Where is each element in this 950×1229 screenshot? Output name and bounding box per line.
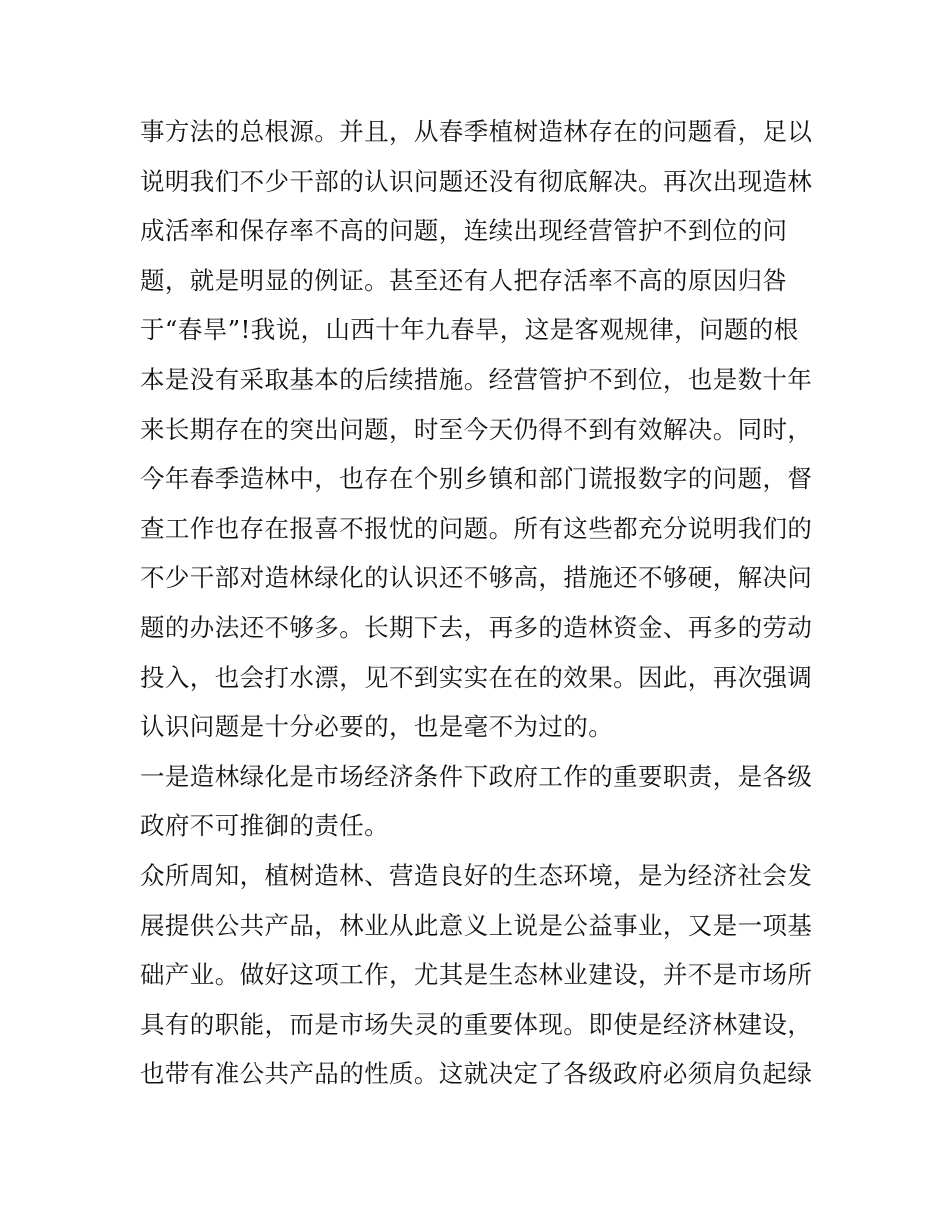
text-line: 投入，也会打水漂，见不到实实在在的效果。因此，再次强调 [140, 662, 813, 692]
text-line: 政府不可推御的责任。 [140, 811, 389, 841]
text-line: 事方法的总根源。并且，从春季植树造林存在的问题看，足以 [140, 117, 813, 146]
text-line: 于“春旱”!我说，山西十年九春旱，这是客观规律，问题的根 [140, 315, 799, 345]
text-line: 众所周知，植树造林、营造良好的生态环境，是为经济社会发 [140, 860, 813, 890]
text-line: 今年春季造林中，也存在个别乡镇和部门谎报数字的问题，督 [140, 464, 813, 494]
text-line: 说明我们不少干部的认识问题还没有彻底解决。再次出现造林 [140, 166, 813, 196]
text-line: 也带有准公共产品的性质。这就决定了各级政府必须肩负起绿 [140, 1059, 813, 1089]
text-line: 一是造林绿化是市场经济条件下政府工作的重要职责，是各级 [140, 761, 813, 791]
text-line: 础产业。做好这项工作，尤其是生态林业建设，并不是市场所 [140, 960, 813, 990]
text-line: 本是没有采取基本的后续措施。经营管护不到位，也是数十年 [140, 364, 813, 394]
text-line: 题，就是明显的例证。甚至还有人把存活率不高的原因归咎 [140, 265, 788, 295]
text-line: 查工作也存在报喜不报忧的问题。所有这些都充分说明我们的 [140, 513, 813, 543]
text-line: 成活率和保存率不高的问题，连续出现经营管护不到位的问 [140, 216, 788, 246]
text-line: 题的办法还不够多。长期下去，再多的造林资金、再多的劳动 [140, 612, 813, 642]
text-line: 展提供公共产品，林业从此意义上说是公益事业，又是一项基 [140, 910, 813, 940]
body-text [140, 107, 830, 1099]
text-line: 认识问题是十分必要的，也是毫不为过的。 [140, 712, 614, 742]
text-line: 来长期存在的突出问题，时至今天仍得不到有效解决。同时， [140, 414, 813, 444]
text-line: 具有的职能，而是市场失灵的重要体现。即使是经济林建设， [140, 1009, 813, 1039]
text-line: 不少干部对造林绿化的认识还不够高，措施还不够硬，解决问 [140, 563, 813, 593]
